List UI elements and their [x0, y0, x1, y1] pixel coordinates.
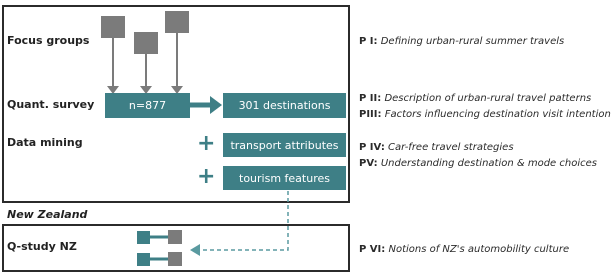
- paper-title: Car-free travel strategies: [388, 142, 514, 153]
- paper-id: P I:: [359, 36, 378, 47]
- paper-id: PV:: [359, 158, 378, 169]
- dashed-connector-arrowhead: [190, 244, 200, 256]
- paper-item: [359, 93, 591, 104]
- destinations-box: 301 destinations: [223, 93, 346, 118]
- focus-group-square-2: [134, 32, 158, 54]
- paper-item: [359, 158, 597, 169]
- region-label: New Zealand: [7, 208, 88, 221]
- paper-id: PIII:: [359, 109, 382, 120]
- q-study-gray-square-1: [168, 230, 182, 244]
- paper-title: Description of urban-rural travel patterns: [384, 93, 592, 104]
- tourism-features-box: tourism features: [223, 166, 346, 190]
- row-label-data-mining: Data mining: [7, 136, 83, 149]
- q-study-teal-square-1: [137, 231, 150, 244]
- paper-id: P IV:: [359, 142, 385, 153]
- q-study-gray-square-2: [168, 252, 182, 266]
- plus-icon: +: [197, 164, 216, 189]
- paper-id: P VI:: [359, 244, 386, 255]
- paper-title: Factors influencing destination visit intention: [384, 109, 611, 120]
- focus-group-square-3: [165, 11, 189, 33]
- survey-to-destinations-arrowhead: [210, 96, 222, 114]
- paper-title: Notions of NZ's automobility culture: [388, 244, 570, 255]
- focus-group-square-1: [101, 16, 125, 38]
- plus-icon: +: [197, 131, 216, 156]
- paper-item: [359, 244, 569, 255]
- sample-size-box: n=877: [105, 93, 190, 118]
- q-study-teal-square-2: [137, 253, 150, 266]
- row-label-q-study: Q-study NZ: [7, 240, 77, 253]
- transport-attributes-box: transport attributes: [223, 133, 346, 157]
- paper-title: Defining urban-rural summer travels: [380, 36, 565, 47]
- paper-item: [359, 36, 564, 47]
- paper-id: P II:: [359, 93, 382, 104]
- row-label-quant-survey: Quant. survey: [7, 98, 95, 111]
- dashed-connector: [200, 191, 288, 250]
- paper-title: Understanding destination & mode choices: [380, 158, 597, 169]
- paper-item: [359, 142, 514, 153]
- row-label-focus-groups: Focus groups: [7, 34, 90, 47]
- paper-item: [359, 109, 611, 120]
